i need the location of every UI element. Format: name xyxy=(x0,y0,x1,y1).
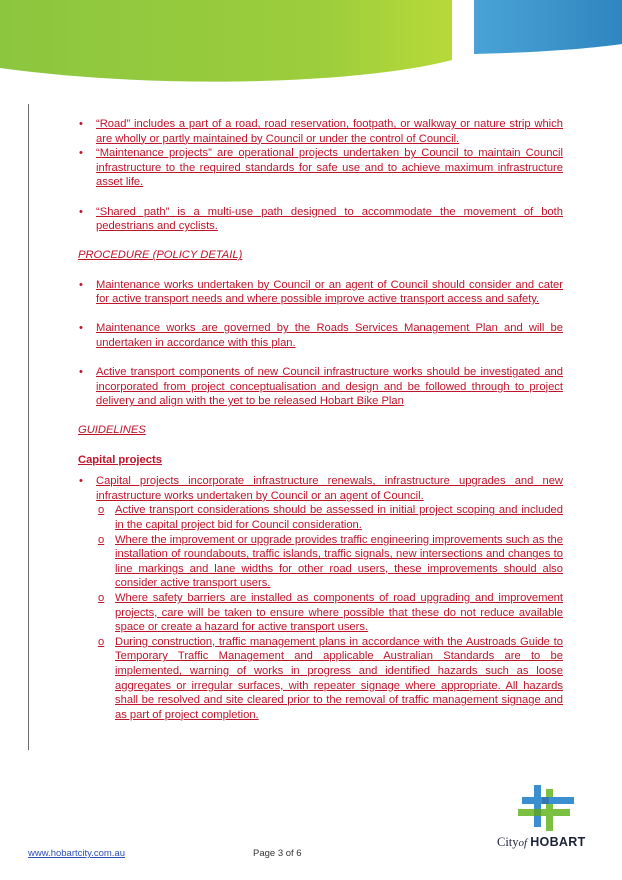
bullet-icon: • xyxy=(79,118,83,130)
bullet-icon: • xyxy=(79,205,83,218)
bullet-icon: • xyxy=(79,278,83,291)
capital-projects-heading: Capital projects xyxy=(78,453,162,466)
definition-shared-path: • “Shared path” is a multi-use path designed to accommodate the movement of both pedestrians and cyclists. xyxy=(79,205,563,233)
guideline-item: • Capital projects incorporate infrastructure renewals, infrastructure upgrades and new infrastructure works undertaken by Council or an agent of Council. xyxy=(79,475,563,502)
guideline-subitem: o Active transport considerations should be assessed in initial project scoping and included in the capital project bid for Council consideration. xyxy=(98,504,563,532)
document-body xyxy=(78,117,563,722)
procedure-item: • Maintenance works undertaken by Council or an agent of Council should consider and cater for active transport needs and where possible improve active transport access and safety. xyxy=(79,278,563,306)
bullet-icon: • xyxy=(79,147,83,160)
logo-bar xyxy=(534,809,541,816)
revision-change-bar xyxy=(28,104,29,750)
bullet-icon: • xyxy=(79,322,83,335)
guideline-subitem: o Where the improvement or upgrade provides traffic engineering improvements such as the installation of roundabouts, traffic islands, traffic signals, new intersections and changes to line markings and lane widths for other road users, these improvements should also consider active transport users. xyxy=(98,533,563,590)
logo-wordmark: Cityof HOBART xyxy=(497,835,586,849)
circle-bullet-icon: o xyxy=(98,533,105,546)
bullet-icon: • xyxy=(79,366,83,379)
definition-road: • “Road” includes a part of a road, road reservation, footpath, or walkway or nature strip which are wholly or partly maintained by Council or under the control of Council. xyxy=(79,118,563,145)
page-number: Page 3 of 6 xyxy=(253,848,302,859)
bullet-icon: • xyxy=(79,475,83,488)
procedure-heading: PROCEDURE (POLICY DETAIL) xyxy=(78,249,243,262)
guideline-subitem: o During construction, traffic management plans in accordance with the Austroads Guide to Temporary Traffic Management and applicable Australian Standards are to be implemented, warning of works in progress and identified hazards such as loose aggregates or irregular surfaces, with repeater signage where appropriate. All hazards shall be resolved and site cleared prior to the removal of traffic management signage and as part of project completion. xyxy=(98,635,563,721)
logo-bar xyxy=(542,797,549,804)
circle-bullet-icon: o xyxy=(98,504,105,517)
procedure-item: • Maintenance works are governed by the Roads Services Management Plan and will be undertaken in accordance with this plan. xyxy=(79,322,563,349)
circle-bullet-icon: o xyxy=(98,635,105,648)
header-banner xyxy=(0,0,622,88)
header-green-band xyxy=(0,0,452,82)
procedure-item: • Active transport components of new Council infrastructure works should be investigated and incorporated from project conceptualisation and design and be followed through to project delivery and align with the yet to be released Hobart Bike Plan xyxy=(79,366,563,408)
guideline-subitem: o Where safety barriers are installed as components of road upgrading and improvement projects, care will be taken to ensure where possible that these do not reduce available space or create a hazard for active transport users. xyxy=(98,592,563,634)
header-blue-band xyxy=(474,0,622,54)
guideline-subitems xyxy=(96,503,563,722)
definition-maintenance-projects: • “Maintenance projects” are operational projects undertaken by Council to maintain Council infrastructure to the required standards for safe use and to achieve maximum infrastructure asset life. xyxy=(79,147,563,189)
logo-bar xyxy=(518,809,570,816)
circle-bullet-icon: o xyxy=(98,592,105,604)
logo-bar xyxy=(534,785,541,827)
website-link[interactable]: www.hobartcity.com.au xyxy=(28,848,125,859)
guidelines-heading: GUIDELINES xyxy=(78,424,146,437)
